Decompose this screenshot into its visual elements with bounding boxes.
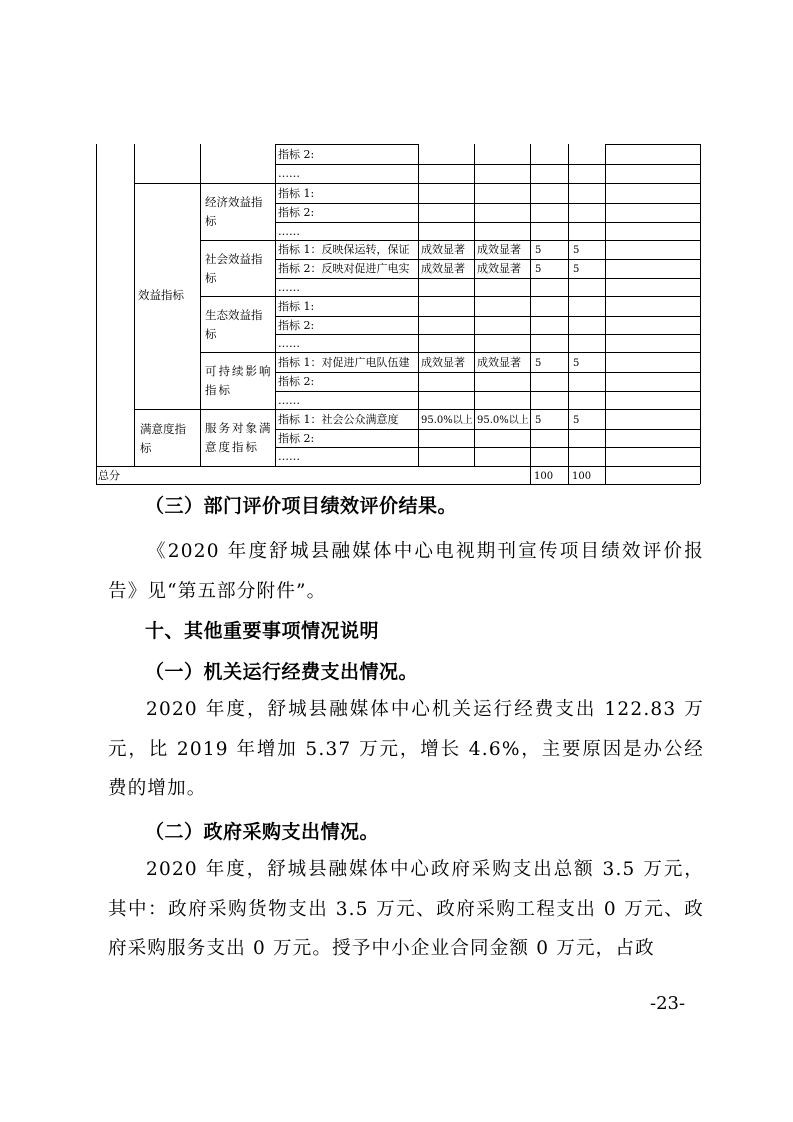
indicator-cell: …… [278, 167, 300, 180]
table-row-line [275, 447, 700, 448]
subgroup-label: 社会效益指标 [205, 252, 263, 285]
table-row-line [275, 334, 700, 335]
table-divider [474, 144, 475, 466]
group-label-benefit: 效益指标 [138, 288, 184, 302]
indicator-cell: …… [278, 281, 300, 294]
weight-cell: 5 [535, 264, 542, 275]
indicator-cell: 指标 2: [278, 375, 315, 388]
table-divider [530, 144, 531, 484]
section-10-heading: 十、其他重要事项情况说明 [145, 620, 380, 642]
subgroup-label: 服务对象满意度指标 [205, 421, 273, 454]
weight-cell: 5 [535, 358, 542, 369]
table-border-left [96, 144, 97, 484]
table-row-line [96, 466, 700, 467]
indicator-cell: 指标 2: [278, 319, 315, 332]
actual-cell: 成效显著 [477, 262, 521, 275]
subsection-2-text: 2020 年度，舒城县融媒体中心政府采购支出总额 3.5 万元，其中：政府采购货物支出 3.5 万元、政府采购工程支出 0 万元、政府采购服务支出 0 万元。授予中小企业合同金额 0 万元，占政 [108, 859, 704, 959]
table-divider [275, 144, 276, 466]
section-3-text: 《2020 年度舒城县融媒体中心电视期刊宣传项目绩效评价报告》见“第五部分附件”。 [108, 541, 704, 602]
table-row-line [605, 144, 700, 145]
score-cell: 5 [573, 358, 580, 369]
subgroup-label: 可持续影响指标 [205, 364, 273, 397]
total-label: 总分 [98, 469, 120, 482]
score-cell: 5 [573, 264, 580, 275]
table-row-line [275, 203, 700, 204]
table-row-line [275, 164, 700, 165]
table-row-line [275, 278, 700, 279]
indicator-cell: 指标 2: [278, 148, 315, 161]
table-row-line [275, 316, 700, 317]
indicator-cell: 指标 2：反映对促进广电实 [278, 262, 410, 275]
actual-cell: 95.0%以上 [477, 415, 529, 426]
indicator-cell: 指标 1：社会公众满意度 [278, 413, 399, 426]
indicator-cell: 指标 1: [278, 187, 315, 200]
table-divider [605, 144, 606, 484]
total-weight: 100 [534, 471, 554, 482]
score-cell: 5 [573, 245, 580, 256]
indicator-cell: 指标 1：反映保运转，保证 [278, 243, 410, 256]
section-3-paragraph [108, 532, 704, 611]
section-3-heading: （三）部门评价项目绩效评价结果。 [145, 495, 458, 517]
score-cell: 5 [573, 415, 580, 426]
page-number: -23- [650, 993, 686, 1014]
table-divider [568, 144, 569, 484]
table-row-line [275, 372, 700, 373]
table-border-bottom [96, 484, 700, 485]
group-label-satisfaction: 满意度指标 [140, 422, 186, 455]
subsection-1-text: 2020 年度，舒城县融媒体中心机关运行经费支出 122.83 万元，比 2019 年增加 5.37 万元，增长 4.6%，主要原因是办公经费的增加。 [108, 699, 704, 799]
table-divider [134, 144, 135, 466]
table-row-line [275, 429, 700, 430]
table-row-line [200, 296, 700, 297]
indicator-cell: …… [278, 394, 300, 407]
table-divider [418, 144, 419, 466]
indicator-cell: 指标 1: [278, 300, 315, 313]
weight-cell: 5 [535, 415, 542, 426]
indicator-cell: …… [278, 450, 300, 463]
table-row-line [200, 352, 700, 353]
total-score: 100 [572, 471, 592, 482]
table-row-line [275, 222, 700, 223]
table-divider [200, 144, 201, 466]
subsection-2-paragraph [108, 850, 704, 969]
subsection-1-heading: （一）机关运行经费支出情况。 [145, 661, 419, 683]
target-cell: 成效显著 [421, 356, 465, 369]
subsection-1-paragraph [108, 690, 704, 809]
target-cell: 成效显著 [421, 262, 465, 275]
subgroup-label: 经济效益指标 [205, 195, 263, 228]
indicator-cell: 指标 1：对促进广电队伍建 [278, 356, 410, 369]
table-border-right [700, 144, 701, 484]
indicator-cell: 指标 2: [278, 432, 315, 445]
table-row-line [275, 144, 418, 145]
target-cell: 成效显著 [421, 243, 465, 256]
actual-cell: 成效显著 [477, 243, 521, 256]
subgroup-label: 生态效益指标 [205, 308, 263, 341]
subsection-2-heading: （二）政府采购支出情况。 [145, 821, 380, 843]
actual-cell: 成效显著 [477, 356, 521, 369]
indicator-cell: …… [278, 337, 300, 350]
table-row-line [134, 183, 700, 184]
table-row-line [200, 240, 700, 241]
target-cell: 95.0%以上 [421, 415, 473, 426]
table-row-line [275, 391, 700, 392]
table-row-line [275, 259, 700, 260]
performance-table [0, 0, 793, 500]
table-row-line [134, 409, 700, 410]
indicator-cell: 指标 2: [278, 206, 315, 219]
indicator-cell: …… [278, 225, 300, 238]
weight-cell: 5 [535, 245, 542, 256]
